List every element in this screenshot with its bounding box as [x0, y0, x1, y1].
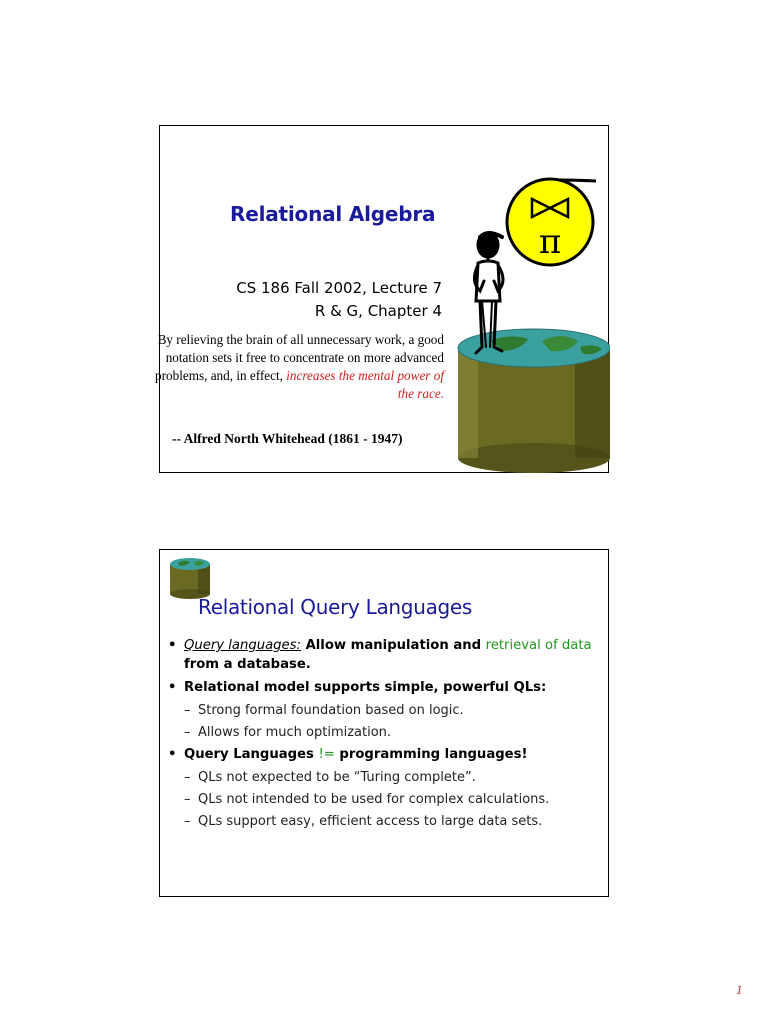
join-pi-badge-icon	[507, 179, 596, 265]
pi-symbol: π	[538, 222, 562, 262]
highlight-text: retrieval of data	[485, 638, 592, 653]
database-cylinder-icon	[458, 329, 610, 473]
page-number: 1	[736, 982, 743, 997]
bullet-list	[168, 636, 604, 834]
slide-relational-query-languages	[159, 549, 609, 897]
term-query-languages: Query languages:	[184, 638, 301, 653]
slide-title: Relational Query Languages	[198, 595, 473, 619]
bullet-text: Allow manipulation and	[300, 638, 486, 653]
bullet-text: programming languages!	[334, 747, 528, 762]
course-info: CS 186 Fall 2002, Lecture 7	[236, 279, 442, 297]
bullet-query-languages	[168, 636, 604, 674]
sub-bullet: – Allows for much optimization.	[168, 723, 604, 742]
sub-bullet: – Strong formal foundation based on logic.	[168, 701, 604, 720]
sub-bullet: – QLs support easy, efficient access to large data sets.	[168, 812, 604, 831]
quote	[154, 331, 444, 403]
quote-text: By relieving the brain of all unnecessary work, a good notation sets it free to concentrate on more advanced problems, and, in effect,	[155, 332, 444, 383]
slide-title: Relational Algebra	[230, 202, 436, 226]
quote-attribution: -- Alfred North Whitehead (1861 - 1947)	[172, 431, 403, 446]
sub-bullet: – QLs not expected to be “Turing complete”.	[168, 768, 604, 787]
database-person-illustration	[450, 171, 610, 474]
sub-bullet: – QLs not intended to be used for complex calculations.	[168, 790, 604, 809]
bullet-relational-model: • Relational model supports simple, powerful QLs:	[168, 678, 604, 697]
bullet-ql-vs-pl	[168, 745, 604, 764]
quote-highlight: increases the mental power of the race.	[286, 368, 444, 401]
bullet-text: Query Languages	[184, 747, 319, 762]
chapter-info: R & G, Chapter 4	[314, 302, 442, 320]
bullet-text: from a database.	[184, 657, 311, 672]
slide-relational-algebra	[155, 125, 609, 473]
highlight-text: !=	[318, 747, 335, 762]
